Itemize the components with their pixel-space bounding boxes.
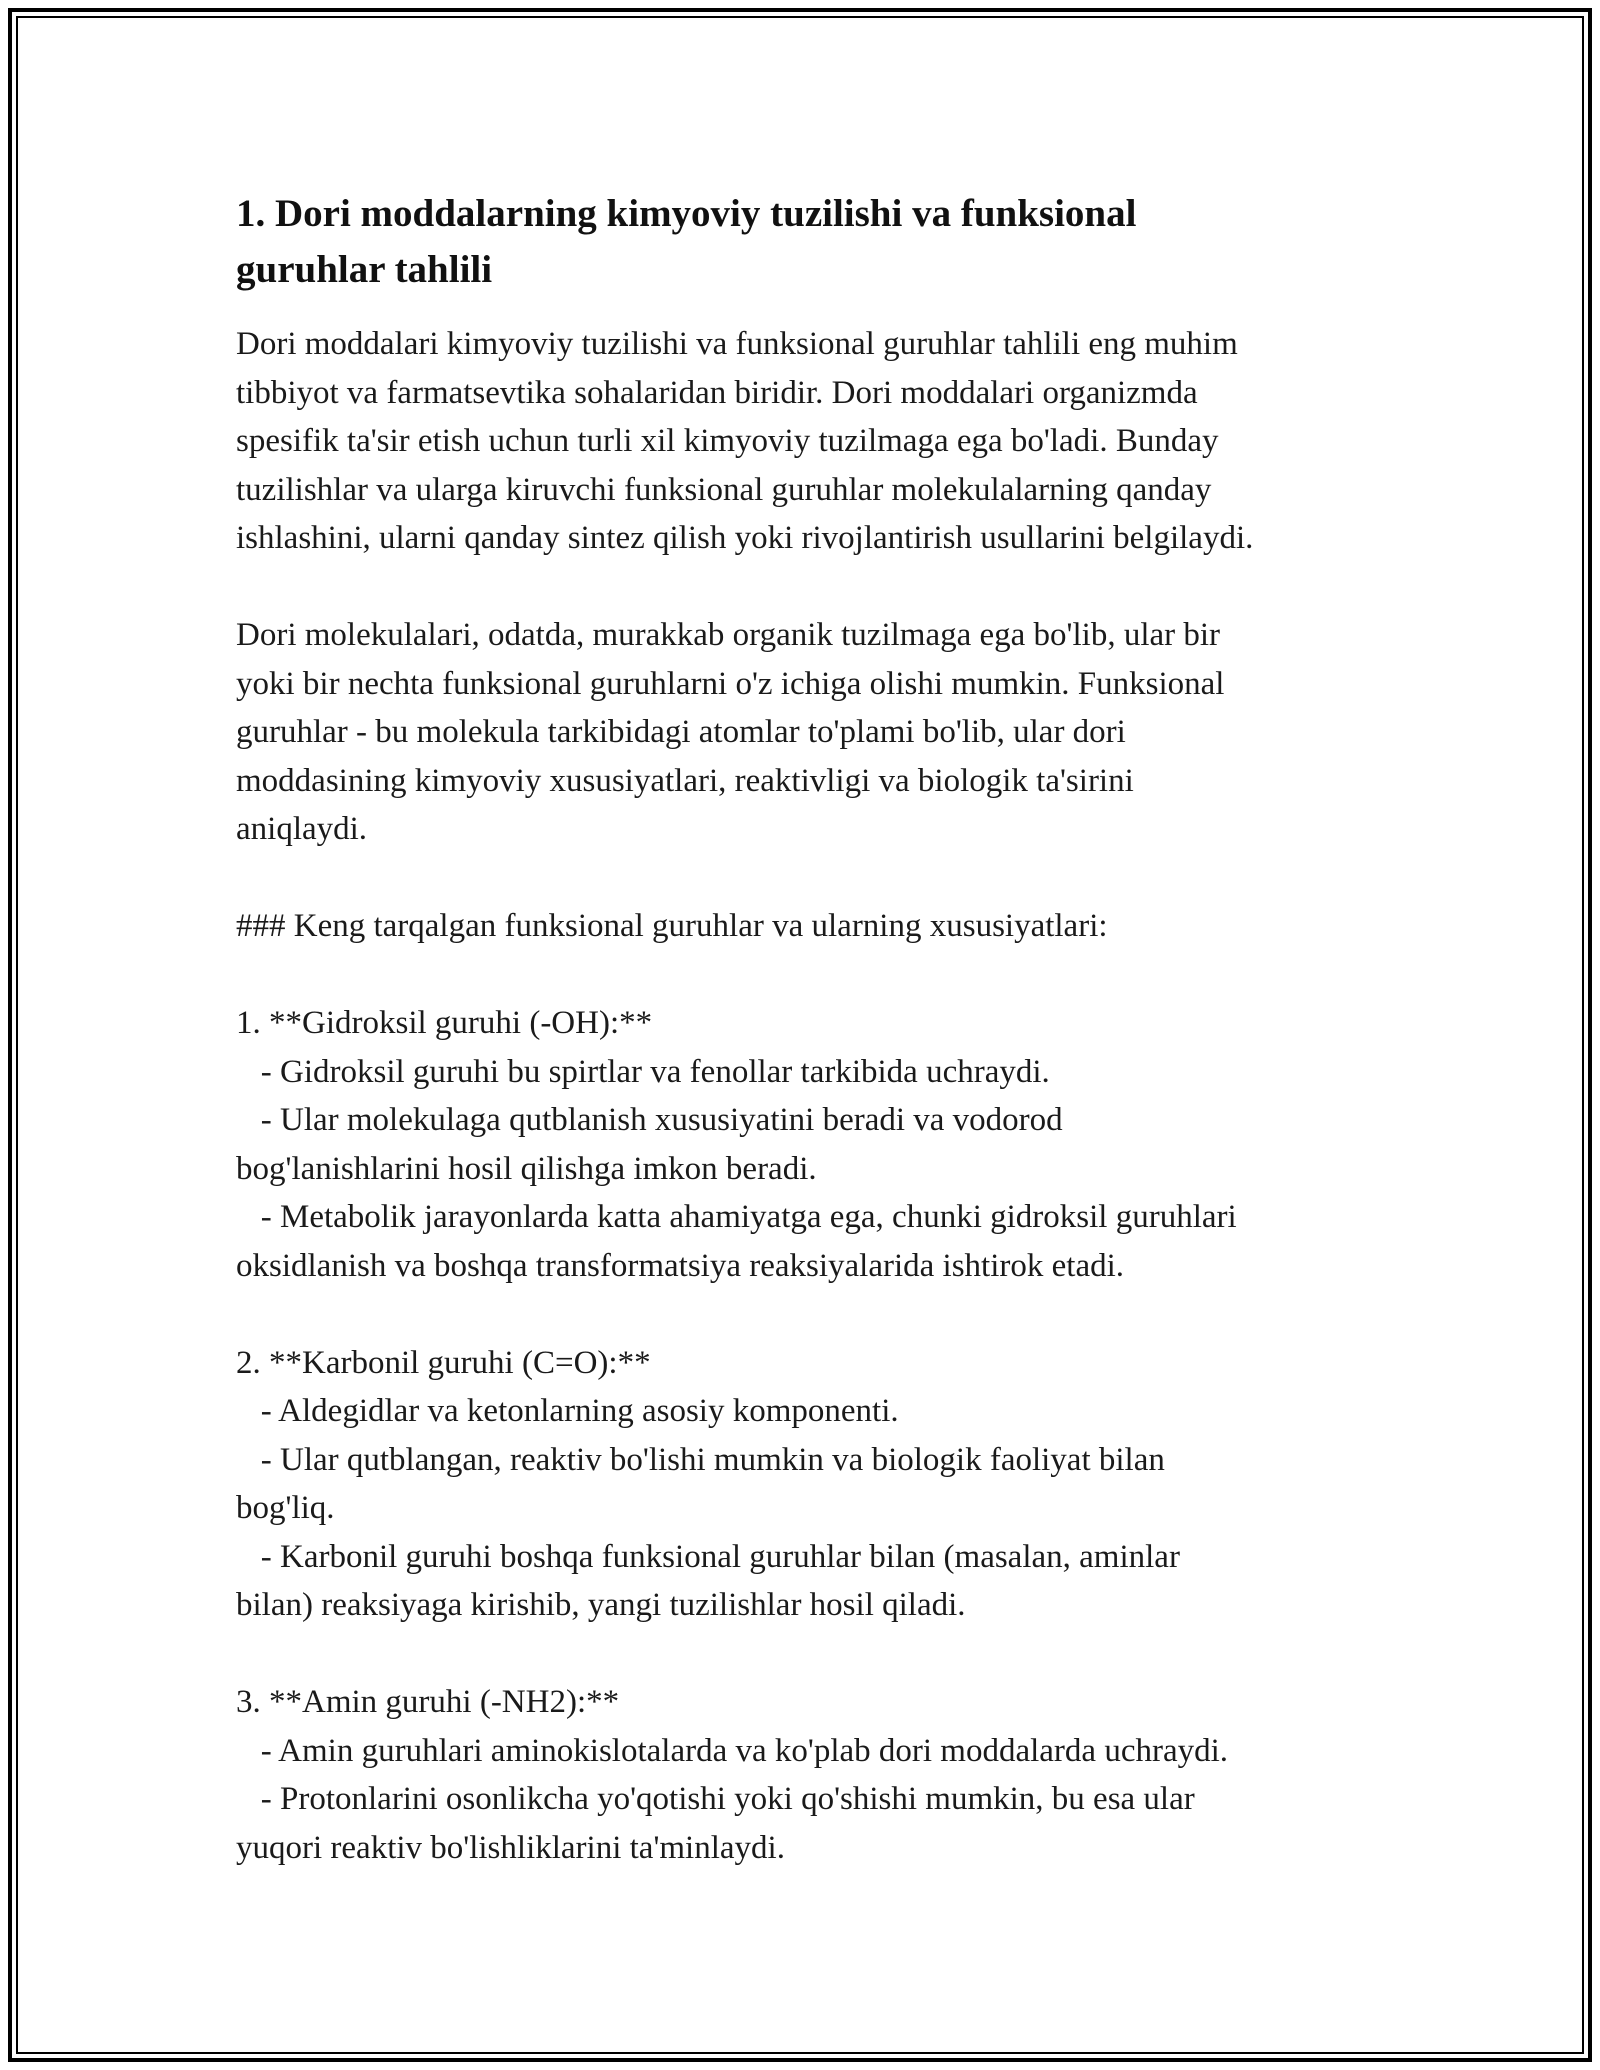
text-line: tuzilishlar va ularga kiruvchi funksional guruhlar molekulalarning qanday [236, 471, 1212, 508]
title-line: guruhlar tahlili [236, 248, 493, 291]
list-item-continuation: bog'liq. [236, 1490, 335, 1526]
list-item-continuation: yuqori reaktiv bo'lishliklarini ta'minlaydi. [236, 1829, 785, 1866]
list-item-continuation: bilan) reaksiyaga kirishib, yangi tuzilishlar hosil qiladi. [236, 1587, 966, 1623]
list-item: - Ular qutblangan, reaktiv bo'lishi mumkin va biologik faoliyat bilan [236, 1441, 1165, 1478]
document-body [236, 186, 1396, 1872]
list-item: - Metabolik jarayonlarda katta ahamiyatga ega, chunki gidroksil guruhlari [236, 1199, 1237, 1235]
group-amine [236, 1678, 1396, 1872]
group-hydroxyl [236, 999, 1396, 1290]
text-line: spesifik ta'sir etish uchun turli xil kimyoviy tuzilmaga ega bo'ladi. Bunday [236, 423, 1219, 459]
group-carbonyl [236, 1339, 1396, 1630]
document-title [236, 186, 1396, 298]
title-line: 1. Dori moddalarning kimyoviy tuzilishi va funksional [236, 192, 1137, 235]
text-line: aniqlaydi. [236, 811, 368, 847]
text-line: ishlashini, ularni qanday sintez qilish yoki rivojlantirish usullarini belgilaydi. [236, 520, 1254, 556]
subheading-text: ### Keng tarqalgan funksional guruhlar va ularning xususiyatlari: [236, 908, 1108, 944]
text-line: yoki bir nechta funksional guruhlarni o'z ichiga olishi mumkin. Funksional [236, 665, 1225, 702]
text-line: tibbiyot va farmatsevtika sohalaridan biridir. Dori moddalari organizmda [236, 374, 1198, 411]
list-item: - Karbonil guruhi boshqa funksional guruhlar bilan (masalan, aminlar [236, 1538, 1180, 1575]
paragraph-molecules [236, 611, 1396, 854]
paragraph-gap [236, 854, 1396, 903]
paragraph-gap [236, 1630, 1396, 1679]
list-item-heading: 1. **Gidroksil guruhi (-OH):** [236, 1005, 653, 1041]
list-item: - Protonlarini osonlikcha yo'qotishi yoki qo'shishi mumkin, bu esa ular [236, 1781, 1195, 1817]
list-item-continuation: oksidlanish va boshqa transformatsiya reaksiyalarida ishtirok etadi. [236, 1247, 1125, 1284]
list-item-continuation: bog'lanishlarini hosil qilishga imkon beradi. [236, 1150, 817, 1187]
text-line: moddasining kimyoviy xususiyatlari, reaktivligi va biologik ta'sirini [236, 762, 1134, 799]
text-line: guruhlar - bu molekula tarkibidagi atomlar to'plami bo'lib, ular dori [236, 714, 1126, 750]
paragraph-gap [236, 1290, 1396, 1339]
list-item: - Ular molekulaga qutblanish xususiyatini beradi va vodorod [236, 1102, 1063, 1138]
text-line: Dori molekulalari, odatda, murakkab organik tuzilmaga ega bo'lib, ular bir [236, 617, 1221, 653]
paragraph-intro [236, 320, 1396, 563]
paragraph-gap [236, 951, 1396, 1000]
list-item-heading: 2. **Karbonil guruhi (C=O):** [236, 1344, 651, 1381]
subheading [236, 902, 1396, 951]
list-item: - Aldegidlar va ketonlarning asosiy komponenti. [236, 1393, 899, 1429]
list-item: - Amin guruhlari aminokislotalarda va ko'plab dori moddalarda uchraydi. [236, 1732, 1229, 1769]
list-item: - Gidroksil guruhi bu spirtlar va fenollar tarkibida uchraydi. [236, 1053, 1050, 1090]
paragraph-gap [236, 563, 1396, 612]
list-item-heading: 3. **Amin guruhi (-NH2):** [236, 1684, 620, 1720]
text-line: Dori moddalari kimyoviy tuzilishi va funksional guruhlar tahlili eng muhim [236, 326, 1238, 362]
